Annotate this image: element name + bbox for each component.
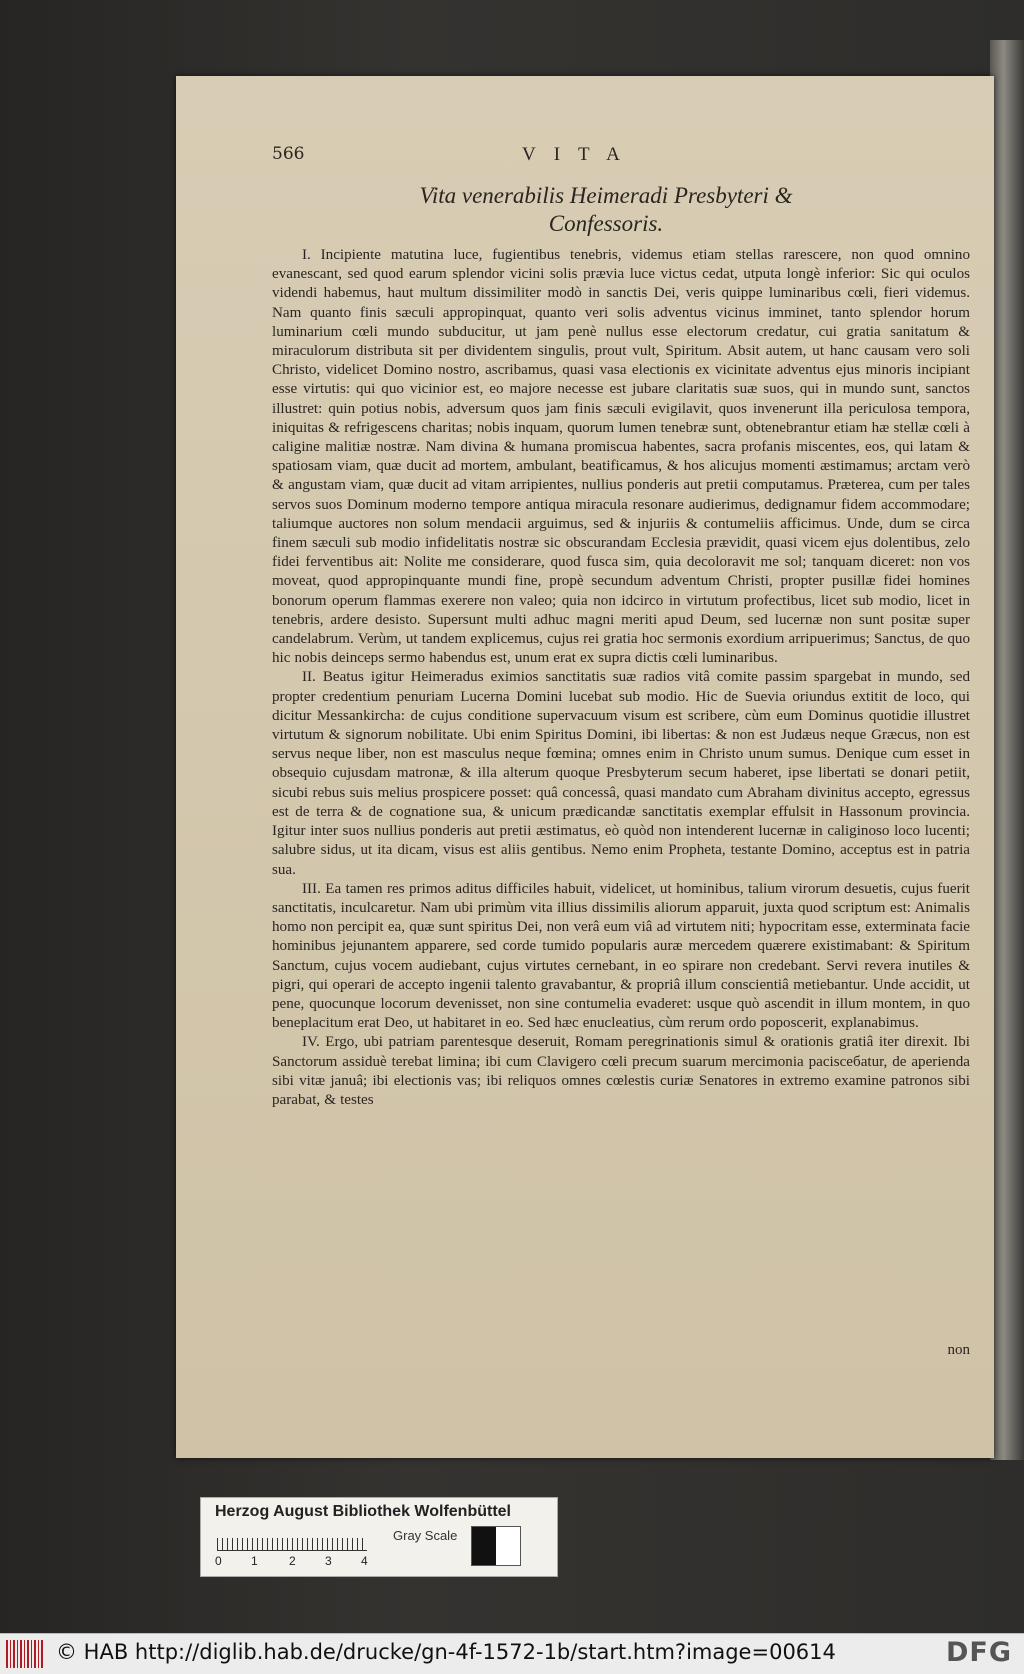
book-edge [990, 40, 1024, 1460]
dfg-logo: DFG [945, 1637, 1012, 1668]
ruler-number: 0 [215, 1554, 222, 1568]
ruler-number: 2 [289, 1554, 296, 1568]
paragraph-4: IV. Ergo, ubi patriam parentesque deseruit, Romam peregrinationis simul & orationis gratiâ iter direxit. Ibi Sanctorum assiduè terebat limina; ibi cum Clavigero cœli precum suarum mercimonia pacisceбatur, de aperienda sibi vitæ januâ; ibi electionis vas; ibi reliquos omnes cœlestis curiæ Senatores in extremo examine patronos sibi parabat, & testes [272, 1034, 970, 1108]
institution-name: Herzog August Bibliothek Wolfenbüttel [215, 1503, 511, 1520]
paragraph-2: II. Beatus igitur Heimeradus eximios sanctitatis suæ radios vitâ comite passim spargebat in mundo, sed propter credentium penuriam Lucerna Domini lucebat sub modio. Hic de Suevia oriundus extitit de loco, qui dicitur Messankircha: de cujus conditione supervacuum visum est scribere, cùm eum Dominus quotidie illustret virtutum & signorum nobilitate. Ubi enim Spiritus Domini, ibi libertas: & non est Judæus neque Græcus, non est servus neque liber, non est masculus neque fœmina; omnes enim in Christo unum sumus. Denique cum esset in obsequio cujusdam matronæ, & illa alterum quoque Presbyterum secum haberet, ipse libertati se donari petiit, sicubi rebus suis melius prospicere posset: quâ concessâ, quasi mandato cum Abraham divinitus accepto, egressus est de terra & de cognatione sua, & unicum prædicandæ sanctitatis exemplar effulsit in Hassonum provincia. Igitur inter suos nullius ponderis aut pretii æstimatus, eò quòd non intenderent lucernæ in caliginoso loco lucenti; salubre sidus, ut ita dicam, visus est aliis gentibus. Nemo enim Propheta, testante Domino, acceptus est in patria sua. [272, 669, 970, 878]
gray-swatch [471, 1526, 521, 1566]
footer-url-link[interactable]: © HAB http://diglib.hab.de/drucke/gn-4f-1572-1b/start.htm?image=00614 [56, 1640, 836, 1664]
running-head: VITA [522, 144, 638, 165]
page-header [272, 144, 972, 174]
paragraph-1: I. Incipiente matutina luce, fugientibus tenebris, videmus etiam stellas rarescere, non quod omnino evanescant, sed quod earum splendor vicini solis prævia luce victus cedat, utputa longè inferior: Sic qui oculos videndi habemus, haut multum dissimiliter modò in sanctis Dei, veris quippe luminaribus cœli, fieri videmus. Nam quanto finis sæculi appropinquat, quanto veri solis adventus vicinus imminet, tanto splendor horum luminarium cœli mundo subducitur, ut jam penè nullus esse electorum credatur, cui gratia sanitatum & miraculorum distributa sit per dividentem singulis, prout vult, Spiritum. Absit autem, ut hanc causam vero soli Christo, videlicet Domino nostro, ascribamus, quasi vasa electionis ex vicinitate adventus ejus minoris incipiant esse virtutis: qui quo vicinior est, eo majore necesse est jubare claritatis suæ suos, qui in mundo sunt, sanctos illustret: quin potius nobis, adversum quos jam finis sæculi evigilavit, quos invenerunt illa periculosa tempora, iniquitas & refrigescens charitas; nobis inquam, quorum lumen tenebræ sunt, obtenebrantur etiam hæ stellæ cœli à caligine malitiæ nostræ. Nam divina & humana promiscua habentes, sacra profanis miscentes, eos, qui latam & spatiosam viam, quæ ducit ad mortem, ambulant, beatificamus, & hos alicujus momenti æstimamus; arctam verò & angustam viam, quæ ducit ad vitam arripientes, nullius ponderis aut pretii computamus. Præterea, cum per tales servos suos Dominum moderno tempore antiqua miracula resonare audierimus, dedignamur fidem accommodare; taliumque auctores non solum mendacii arguimus, sed & injuriis & contumeliis afficimus. Unde, dum se circa finem sæculi sub modio infidelitatis nostræ sic obscurandam Ecclesia prævidit, quasi vicem ejus dolentibus, zelo fidei ferventibus ait: Nolite me considerare, quod fusca sim, quia decoloravit me sol; tanquam diceret: non vos moveat, quod appropinquante mundi fine, propè secundum adventum Christi, propter pusillæ fidei homines bonorum operum flammas exerere non valeo; quia non idcirco in virtutum profectibus, licet sub modio, licet in tenebris, ardere desisto. Supersunt multi adhuc magni meriti apud Deum, sed lucernæ non sunt positæ super candelabrum. Verùm, ut tandem explicemus, cujus rei gratia hoc sermonis exordium arripuerimus; Sanctus, de quo hic nobis deinceps sermo habendus est, unum erat ex supra dictis cœli luminaribus. [272, 247, 970, 667]
body-text [272, 246, 970, 1110]
title-line-2: Confessoris. [548, 211, 664, 236]
ruler-number: 1 [251, 1554, 258, 1568]
title-line-1: Vita venerabilis Heimeradi Presbyteri & [419, 183, 793, 208]
ruler-number: 4 [361, 1554, 368, 1568]
page-number: 566 [272, 144, 305, 164]
scale-ruler [217, 1530, 367, 1551]
barcode-icon [6, 1640, 44, 1668]
catchword: non [947, 1342, 970, 1358]
footer-bar [0, 1633, 1024, 1674]
paragraph-3: III. Ea tamen res primos aditus difficiles habuit, videlicet, ut hominibus, talium virorum desuetis, cujus fuerit sanctitatis, inculcaretur. Nam ubi primùm vita illius dissimilis aliorum apparuit, juxta quod scriptum est: Animalis homo non percipit ea, quæ sunt spiritus Dei, non verâ eum viâ ad virtutem niti; hypocritam esse, exterminata facie hominibus jejunantem apparere, sed corde tumido popularis auræ mercedem quærere existimabant: & Spiritum Sanctum, cujus vocem audiebant, cujus virtutes cernebant, in eo spirare non credebant. Servi revera inutiles & pigri, qui operari de accepto ingenii talento gravabantur, & propriâ illum conscientiâ metiebantur. Unde accidit, ut pene, quocunque locorum devenisset, non sine contumelia evaderet: usque quò ascendit in illum montem, in quo beneplacitum erat Deo, ut habitaret in eo. Sed hæc enucleatius, cùm rerum ordo poposcerit, explanabimus. [272, 880, 970, 1032]
gray-scale-label: Gray Scale [393, 1528, 458, 1543]
book-page [176, 76, 994, 1458]
chapter-title [236, 182, 976, 238]
ruler-number: 3 [325, 1554, 332, 1568]
color-target-card [200, 1497, 558, 1577]
